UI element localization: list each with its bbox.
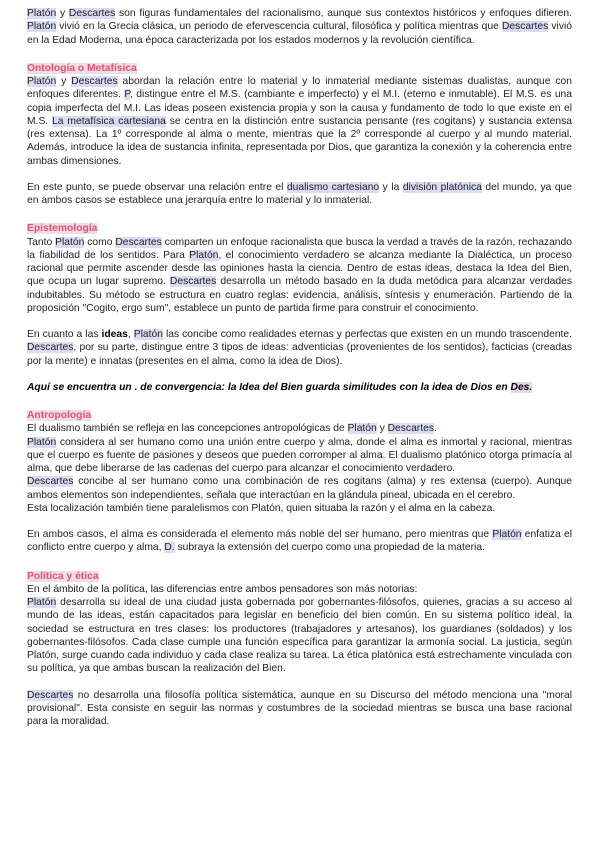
highlight-descartes: Descartes: [27, 476, 74, 488]
intro-paragraph: Platón y Descartes son figuras fundamentales del racionalismo, aunque sus contextos históricos y enfoques difieren. Platón vivió en la Grecia clásica, un periodo de efervescencia cultural, filosófica y política mientras que Descartes vivió en la Edad Moderna, una época caracterizada por los estados modernos y la revolución científica.: [27, 8, 572, 46]
highlight-platon: Platón: [492, 529, 522, 540]
spacer: [27, 315, 572, 328]
section-heading-antropologia: Antropología: [27, 410, 92, 421]
bold-ideas: ideas: [101, 329, 128, 340]
section-heading-epistemologia: Epistemología: [27, 223, 98, 235]
highlight-descartes: Descartes: [68, 8, 116, 19]
highlight-dualismo-cartesiano: dualismo cartesiano: [286, 181, 380, 193]
spacer: [27, 168, 572, 181]
highlight-metafisica-cartesiana: La metafísica cartesiana: [52, 115, 166, 127]
highlight-p: P: [124, 89, 130, 101]
section-heading-politica: Política y ética: [27, 570, 99, 582]
highlight-descartes: Descartes: [27, 689, 74, 701]
highlight-d: D.: [164, 542, 175, 554]
antropologia-line-4: Esta localización también tiene paralelismos con Platón, quien situaba la razón y el alma en la cabeza.: [27, 502, 496, 514]
antropologia-platon-paragraph: Platón considera al ser humano como una unión entre cuerpo y alma, donde el alma es inmortal y racional, mientras que el cuerpo es fuente de pasiones y deseos que pueden corromper al alma. El dualismo platónico otorga primacía al alma, que debe liberarse de las cadenas del cuerpo para alcanzar el conocimiento verdadero.: [27, 436, 572, 474]
antropologia-descartes-paragraph: Descartes concibe al ser humano como una combinación de res cogitans (alma) y res extensa (cuerpo). Aunque ambos elementos son independientes, señala que interactúan en la glándula pineal, ubicada en el cerebro.: [27, 476, 572, 501]
spacer: [27, 207, 572, 220]
spacer: [27, 368, 572, 381]
highlight-platon: Platón: [27, 8, 57, 19]
politica-descartes-paragraph: Descartes no desarrolla una filosofía política sistemática, aunque en su Discurso del método menciona una "moral provisional". Esta consiste en seguir las normas y costumbres de la sociedad mientras se busca una base racional para la moralidad.: [27, 689, 572, 727]
section-heading-ontologia: Ontología o Metafísica: [27, 62, 137, 74]
highlight-descartes: Descartes: [71, 76, 118, 87]
spacer: [27, 47, 572, 60]
convergence-callout: Aquí se encuentra un . de convergencia: la Idea del Bien guarda similitudes con la idea de Dios en Des.: [27, 381, 533, 393]
ontologia-paragraph-1: Platón y Descartes abordan la relación entre lo material y lo inmaterial mediante sistemas dualistas, aunque con enfoques diferentes. P, distingue entre el M.S. (cambiante e imperfecto) y el M.I. (eterno e inmutable). El M.S. es una copia imperfecta del M.I. Las ideas poseen existencia propia y son la causa y fundamento de todo lo que existe en el M.S. La metafísica cartesiana se centra en la distinción entre sustancia pensante (res cogitans) y sustancia extensa (res extensa). La 1º corresponde al alma o mente, mientras que la 2º corresponde al cuerpo y al mundo material. Además, introduce la idea de sustancia infinita, representada por Dios, que garantiza la conexión y la coherencia entre ambas dimensiones.: [27, 76, 573, 167]
highlight-descartes: Descartes: [387, 423, 434, 435]
highlight-descartes: Descartes: [501, 21, 549, 33]
highlight-descartes: Descartes: [169, 276, 217, 288]
highlight-platon: Platón: [27, 76, 57, 87]
epistemologia-paragraph-2: En cuanto a las ideas, Platón las concibe como realidades eternas y perfectas que existen en un mundo trascendente. Descartes, por su parte, distingue entre 3 tipos de ideas: adventicias (provenientes de los sentidos), facticias (creadas por la mente) e innatas (presentes en el alma, como la idea de Dios).: [27, 329, 572, 367]
spacer: [27, 676, 572, 689]
highlight-platon: Platón: [27, 436, 57, 448]
antropologia-line-1: El dualismo también se refleja en las concepciones antropológicas de Platón y Descartes.: [27, 423, 437, 435]
highlight-platon: Platón: [55, 236, 85, 248]
ontologia-paragraph-2: En este punto, se puede observar una relación entre el dualismo cartesiano y la división platónica del mundo, ya que en ambos casos se establece una jerarquía entre lo material y lo inmaterial.: [27, 181, 572, 206]
highlight-platon: Platón: [27, 597, 57, 608]
spacer: [27, 394, 572, 407]
highlight-descartes: Descartes: [27, 342, 74, 354]
highlight-descartes: Descartes: [115, 236, 162, 248]
highlight-platon: Platón: [347, 423, 377, 435]
highlight-platon: Platón: [133, 329, 163, 340]
highlight-des: Des.: [510, 381, 533, 393]
highlight-platon: Platón: [189, 249, 219, 261]
antropologia-paragraph-2: En ambos casos, el alma es considerada el elemento más noble del ser humano, pero mientras que Platón enfatiza el conflicto entre cuerpo y alma, D. subraya la extensión del cuerpo como una propiedad de la materia.: [27, 529, 573, 554]
spacer: [27, 515, 572, 528]
epistemologia-paragraph-1: Tanto Platón como Descartes comparten un enfoque racionalista que busca la verdad a través de la razón, rechazando la fiabilidad de los sentidos. Para Platón, el conocimiento verdadero se alcanza mediante la Dialéctica, un proceso racional que permite ascender desde las opiniones hasta la ciencia. Dentro de estas ideas, destaca la Idea del Bien, que ocupa un lugar supremo. Descartes desarrolla un método basado en la duda metódica para alcanzar verdades indubitables. Su método se estructura en cuatro reglas: evidencia, análisis, síntesis y enumeración. Partiendo de la proposición "Cogito, ergo sum", establece un punto de partida firme para construir el conocimiento.: [27, 236, 573, 314]
highlight-platon: Platón: [27, 21, 57, 33]
politica-platon-paragraph: Platón desarrolla su ideal de una ciudad justa gobernada por gobernantes-filósofos, quienes, gracias a su acceso al mundo de las ideas, están capacitados para legislar en beneficio del bien común. En su sistema político ideal, la sociedad se estructura en tres clases: los productores (trabajadores y artesanos), los guardianes (soldados) y los gobernantes-filósofos. Cada clase cumple una función específica para garantizar la armonía social. La justicia, según Platón, surge cuando cada individuo y cada clase realiza su tarea. La ética platónica está estrechamente vinculada con su política, ya que ambas buscan la realización del Bien.: [27, 597, 572, 675]
spacer: [27, 555, 572, 568]
politica-line-1: En el ámbito de la política, las diferencias entre ambos pensadores son más notorias:: [27, 583, 418, 595]
highlight-division-platonica: división platónica: [402, 181, 482, 193]
